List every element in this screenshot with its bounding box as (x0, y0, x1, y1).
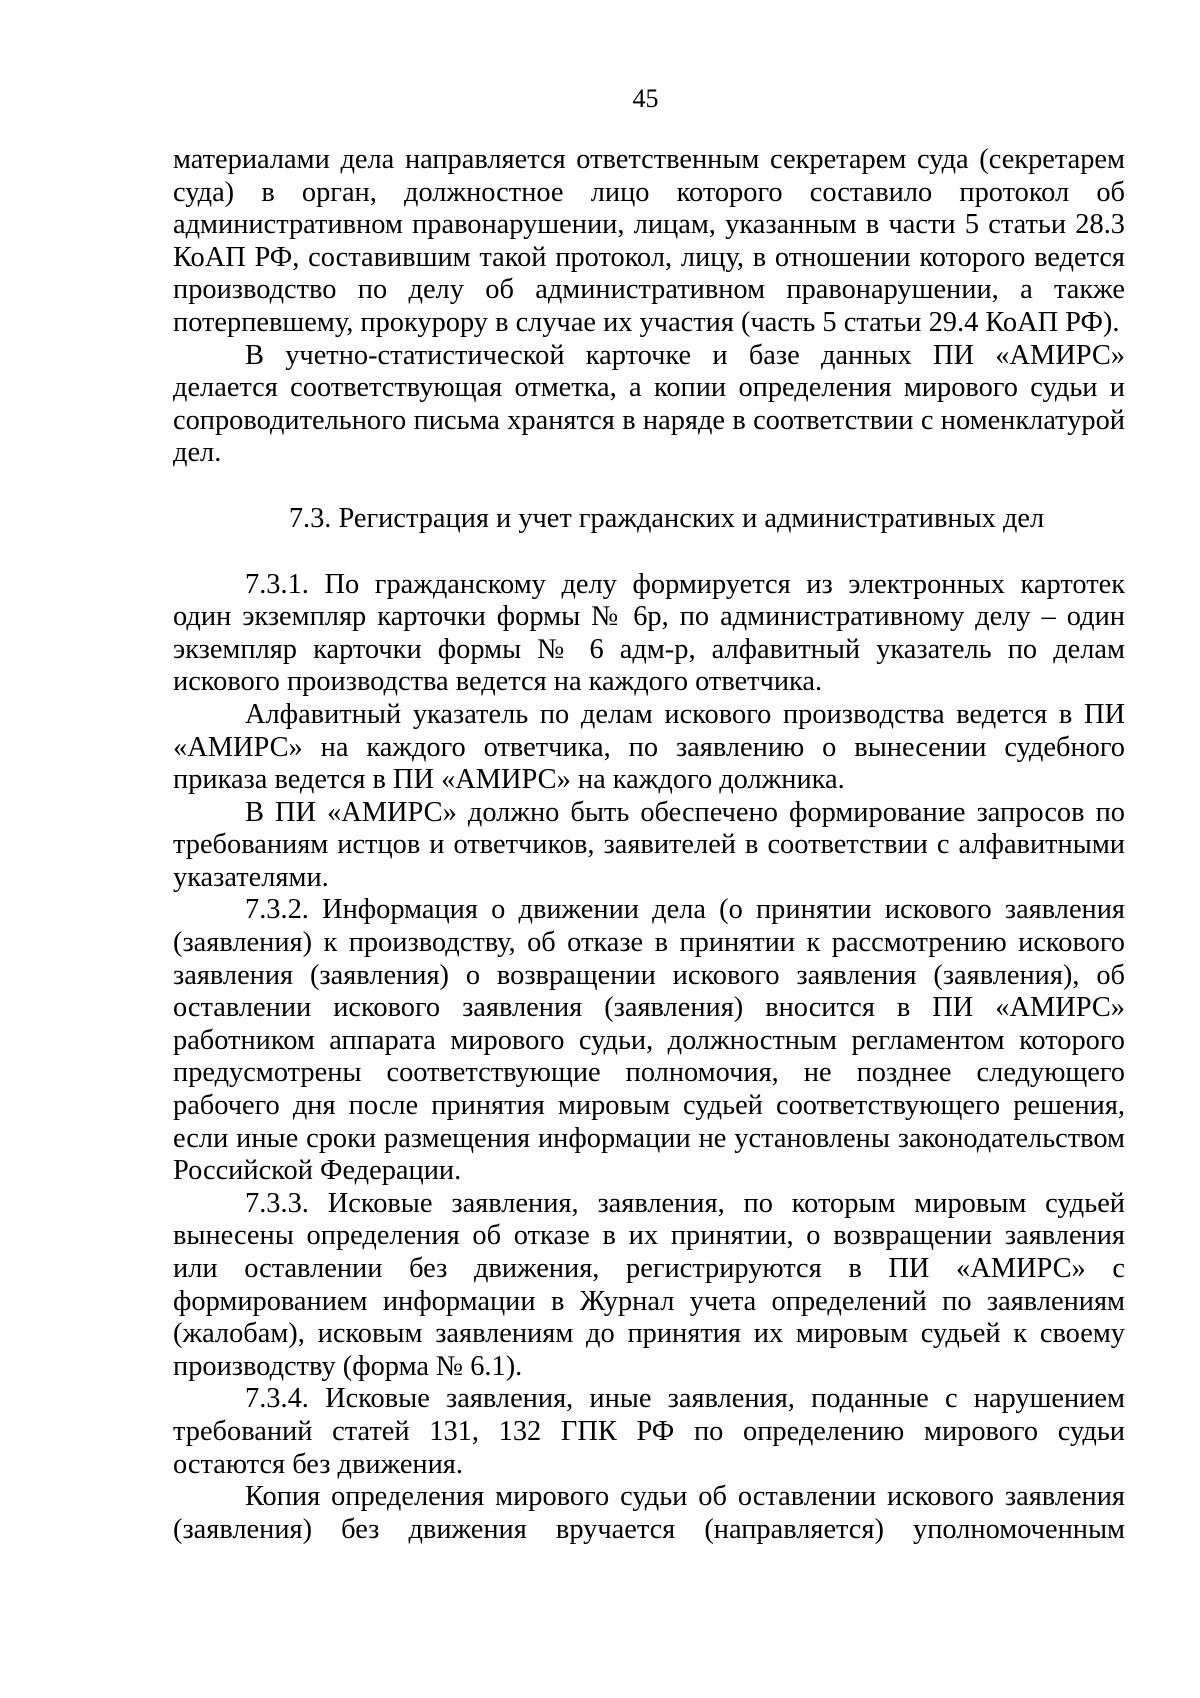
paragraph-alphabetical-index: Алфавитный указатель по делам искового производства ведется в ПИ «АМИРС» на каждого ответчика, по заявлению о вынесении судебного приказа ведется в ПИ «АМИРС» на каждого должника. (173, 698, 1125, 796)
paragraph-continuation: материалами дела направляется ответственным секретарем суда (секретарем суда) в орган, должностное лицо которого составило протокол об административном правонарушении, лицам, указанным в части 5 статьи 28.3 КоАП РФ, составившим такой протокол, лицу, в отношении которого ведется производство по делу об административном правонарушении, а также потерпевшему, прокурору в случае их участия (часть 5 статьи 29.4 КоАП РФ). (173, 144, 1125, 338)
paragraph-queries: В ПИ «АМИРС» должно быть обеспечено формирование запросов по требованиям истцов и ответчиков, заявителей в соответствии с алфавитными указателями. (173, 796, 1125, 893)
paragraph-copy-of-determination: Копия определения мирового судьи об оставлении искового заявления (заявления) без движения вручается (направляется) уполномоченным (173, 1481, 1125, 1545)
section-heading: 7.3. Регистрация и учет гражданских и административных дел (288, 502, 1045, 534)
paragraph-7-3-2: 7.3.2. Информация о движении дела (о принятии искового заявления (заявления) к производству, об отказе в принятии к рассмотрению искового заявления (заявления) о возвращении искового заявления (заявления), об оставлении искового заявления (заявления) вносится в ПИ «АМИРС» работником аппарата мирового судьи, должностным регламентом которого предусмотрены соответствующие полномочия, не позднее следующего рабочего дня после принятия мировым судьей соответствующего решения, если иные сроки размещения информации не установлены законодательством Российской Федерации. (173, 894, 1125, 1187)
paragraph-7-3-3: 7.3.3. Исковые заявления, заявления, по которым мировым судьей вынесены определения об отказе в их принятии, о возвращении заявления или оставлении без движения, регистрируются в ПИ «АМИРС» с формированием информации в Журнал учета определений по заявлениям (жалобам), исковым заявлениям до принятия их мировым судьей к своему производству (форма № 6.1). (173, 1187, 1125, 1382)
page-number: 45 (632, 84, 659, 113)
paragraph-registration-note: В учетно-статистической карточке и базе данных ПИ «АМИРС» делается соответствующая отметка, а копии определения мирового судьи и сопроводительного письма хранятся в наряде в соответствии с номенклатурой дел. (173, 339, 1125, 469)
document-body (173, 144, 1125, 1546)
paragraph-7-3-4: 7.3.4. Исковые заявления, иные заявления, поданные с нарушением требований статей 131, 132 ГПК РФ по определению мирового судьи остаются без движения. (173, 1383, 1125, 1480)
paragraph-7-3-1: 7.3.1. По гражданскому делу формируется из электронных картотек один экземпляр карточки формы № 6р, по административному делу – один экземпляр карточки формы № 6 адм-р, алфавитный указатель по делам искового производства ведется на каждого ответчика. (173, 568, 1125, 698)
